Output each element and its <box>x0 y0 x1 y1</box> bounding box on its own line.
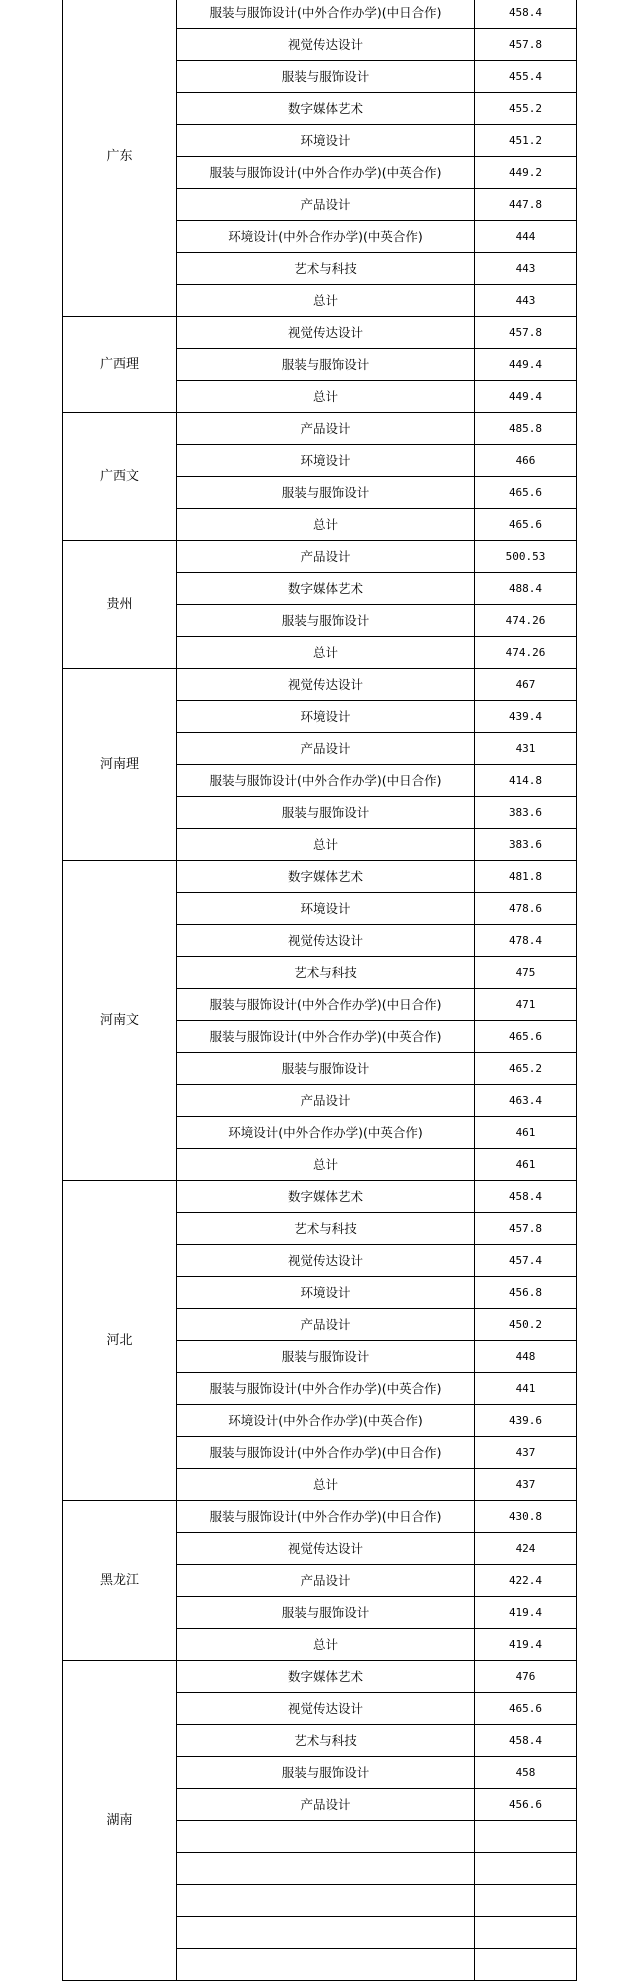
major-cell: 服装与服饰设计(中外合作办学)(中日合作) <box>177 0 475 29</box>
score-cell: 474.26 <box>475 637 577 669</box>
table-row <box>63 317 577 349</box>
major-cell: 产品设计 <box>177 413 475 445</box>
score-cell: 465.6 <box>475 509 577 541</box>
major-cell: 服装与服饰设计(中外合作办学)(中日合作) <box>177 1437 475 1469</box>
score-cell: 448 <box>475 1341 577 1373</box>
score-cell: 450.2 <box>475 1309 577 1341</box>
major-cell: 服装与服饰设计(中外合作办学)(中英合作) <box>177 157 475 189</box>
score-cell: 414.8 <box>475 765 577 797</box>
major-cell: 服装与服饰设计 <box>177 797 475 829</box>
table-row <box>63 1501 577 1533</box>
score-cell: 500.53 <box>475 541 577 573</box>
major-cell: 服装与服饰设计 <box>177 1597 475 1629</box>
score-cell: 430.8 <box>475 1501 577 1533</box>
major-cell: 产品设计 <box>177 1565 475 1597</box>
major-cell: 视觉传达设计 <box>177 317 475 349</box>
score-cell <box>475 1821 577 1853</box>
major-cell: 服装与服饰设计(中外合作办学)(中日合作) <box>177 765 475 797</box>
major-cell: 服装与服饰设计 <box>177 605 475 637</box>
major-cell: 总计 <box>177 381 475 413</box>
table-row <box>63 669 577 701</box>
score-cell: 461 <box>475 1149 577 1181</box>
major-cell: 总计 <box>177 1149 475 1181</box>
score-cell: 383.6 <box>475 829 577 861</box>
score-cell: 458.4 <box>475 1725 577 1757</box>
score-cell: 439.4 <box>475 701 577 733</box>
score-cell: 458.4 <box>475 1181 577 1213</box>
score-cell <box>475 1949 577 1981</box>
major-cell: 视觉传达设计 <box>177 669 475 701</box>
province-cell: 贵州 <box>63 541 177 669</box>
major-cell <box>177 1821 475 1853</box>
score-cell: 437 <box>475 1437 577 1469</box>
province-cell: 湖南 <box>63 1661 177 1981</box>
major-cell: 数字媒体艺术 <box>177 1661 475 1693</box>
score-cell: 457.8 <box>475 1213 577 1245</box>
table-body <box>63 0 577 1981</box>
score-cell: 437 <box>475 1469 577 1501</box>
score-cell <box>475 1917 577 1949</box>
score-cell: 457.8 <box>475 317 577 349</box>
major-cell: 艺术与科技 <box>177 957 475 989</box>
major-cell: 产品设计 <box>177 1085 475 1117</box>
major-cell: 总计 <box>177 285 475 317</box>
major-cell <box>177 1885 475 1917</box>
major-cell: 环境设计(中外合作办学)(中英合作) <box>177 1405 475 1437</box>
score-cell: 465.2 <box>475 1053 577 1085</box>
major-cell: 视觉传达设计 <box>177 1245 475 1277</box>
major-cell: 产品设计 <box>177 1309 475 1341</box>
score-cell: 455.4 <box>475 61 577 93</box>
score-cell: 458 <box>475 1757 577 1789</box>
score-cell: 463.4 <box>475 1085 577 1117</box>
major-cell: 产品设计 <box>177 189 475 221</box>
score-cell: 474.26 <box>475 605 577 637</box>
province-cell: 黑龙江 <box>63 1501 177 1661</box>
score-cell: 449.2 <box>475 157 577 189</box>
major-cell: 产品设计 <box>177 1789 475 1821</box>
major-cell: 数字媒体艺术 <box>177 1181 475 1213</box>
score-cell: 461 <box>475 1117 577 1149</box>
score-cell: 465.6 <box>475 1021 577 1053</box>
major-cell: 环境设计 <box>177 125 475 157</box>
major-cell: 服装与服饰设计(中外合作办学)(中英合作) <box>177 1373 475 1405</box>
major-cell <box>177 1949 475 1981</box>
score-cell: 456.6 <box>475 1789 577 1821</box>
major-cell: 环境设计(中外合作办学)(中英合作) <box>177 221 475 253</box>
major-cell <box>177 1917 475 1949</box>
major-cell: 产品设计 <box>177 733 475 765</box>
score-cell: 478.4 <box>475 925 577 957</box>
score-cell: 488.4 <box>475 573 577 605</box>
table-row <box>63 0 577 29</box>
major-cell: 服装与服饰设计(中外合作办学)(中英合作) <box>177 1021 475 1053</box>
major-cell: 总计 <box>177 509 475 541</box>
major-cell: 环境设计(中外合作办学)(中英合作) <box>177 1117 475 1149</box>
score-cell: 467 <box>475 669 577 701</box>
major-cell: 服装与服饰设计(中外合作办学)(中日合作) <box>177 1501 475 1533</box>
major-cell: 艺术与科技 <box>177 1213 475 1245</box>
major-cell: 服装与服饰设计(中外合作办学)(中日合作) <box>177 989 475 1021</box>
major-cell: 服装与服饰设计 <box>177 349 475 381</box>
score-cell: 471 <box>475 989 577 1021</box>
score-cell: 465.6 <box>475 477 577 509</box>
major-cell: 环境设计 <box>177 893 475 925</box>
score-cell: 476 <box>475 1661 577 1693</box>
score-cell: 449.4 <box>475 349 577 381</box>
major-cell: 环境设计 <box>177 445 475 477</box>
major-cell: 视觉传达设计 <box>177 1693 475 1725</box>
province-cell: 河南理 <box>63 669 177 861</box>
major-cell: 服装与服饰设计 <box>177 1341 475 1373</box>
score-cell: 466 <box>475 445 577 477</box>
score-cell: 451.2 <box>475 125 577 157</box>
table-row <box>63 413 577 445</box>
major-cell: 数字媒体艺术 <box>177 93 475 125</box>
score-cell: 443 <box>475 253 577 285</box>
admission-score-table <box>62 0 576 1981</box>
table-row <box>63 541 577 573</box>
score-cell: 424 <box>475 1533 577 1565</box>
major-cell: 服装与服饰设计 <box>177 61 475 93</box>
score-cell: 458.4 <box>475 0 577 29</box>
major-cell: 总计 <box>177 1629 475 1661</box>
score-cell: 485.8 <box>475 413 577 445</box>
score-cell: 419.4 <box>475 1629 577 1661</box>
score-cell: 444 <box>475 221 577 253</box>
major-cell <box>177 1853 475 1885</box>
score-cell: 449.4 <box>475 381 577 413</box>
score-cell: 447.8 <box>475 189 577 221</box>
table-row <box>63 1181 577 1213</box>
table-row <box>63 1661 577 1693</box>
province-cell: 河南文 <box>63 861 177 1181</box>
major-cell: 总计 <box>177 1469 475 1501</box>
major-cell: 服装与服饰设计 <box>177 1757 475 1789</box>
major-cell: 环境设计 <box>177 701 475 733</box>
major-cell: 视觉传达设计 <box>177 29 475 61</box>
major-cell: 数字媒体艺术 <box>177 861 475 893</box>
score-cell <box>475 1853 577 1885</box>
score-cell: 443 <box>475 285 577 317</box>
major-cell: 服装与服饰设计 <box>177 477 475 509</box>
major-cell: 总计 <box>177 637 475 669</box>
score-cell: 481.8 <box>475 861 577 893</box>
province-cell: 广西文 <box>63 413 177 541</box>
province-cell: 河北 <box>63 1181 177 1501</box>
score-cell: 441 <box>475 1373 577 1405</box>
major-cell: 视觉传达设计 <box>177 925 475 957</box>
major-cell: 环境设计 <box>177 1277 475 1309</box>
province-cell: 广西理 <box>63 317 177 413</box>
major-cell: 数字媒体艺术 <box>177 573 475 605</box>
score-cell: 383.6 <box>475 797 577 829</box>
score-cell: 478.6 <box>475 893 577 925</box>
major-cell: 产品设计 <box>177 541 475 573</box>
score-cell: 457.8 <box>475 29 577 61</box>
score-cell: 439.6 <box>475 1405 577 1437</box>
score-cell: 457.4 <box>475 1245 577 1277</box>
major-cell: 服装与服饰设计 <box>177 1053 475 1085</box>
major-cell: 艺术与科技 <box>177 1725 475 1757</box>
score-cell: 419.4 <box>475 1597 577 1629</box>
score-cell: 455.2 <box>475 93 577 125</box>
major-cell: 总计 <box>177 829 475 861</box>
score-cell: 422.4 <box>475 1565 577 1597</box>
table-row <box>63 861 577 893</box>
score-cell <box>475 1885 577 1917</box>
score-cell: 465.6 <box>475 1693 577 1725</box>
score-cell: 456.8 <box>475 1277 577 1309</box>
score-cell: 475 <box>475 957 577 989</box>
major-cell: 艺术与科技 <box>177 253 475 285</box>
province-cell: 广东 <box>63 0 177 317</box>
major-cell: 视觉传达设计 <box>177 1533 475 1565</box>
score-cell: 431 <box>475 733 577 765</box>
